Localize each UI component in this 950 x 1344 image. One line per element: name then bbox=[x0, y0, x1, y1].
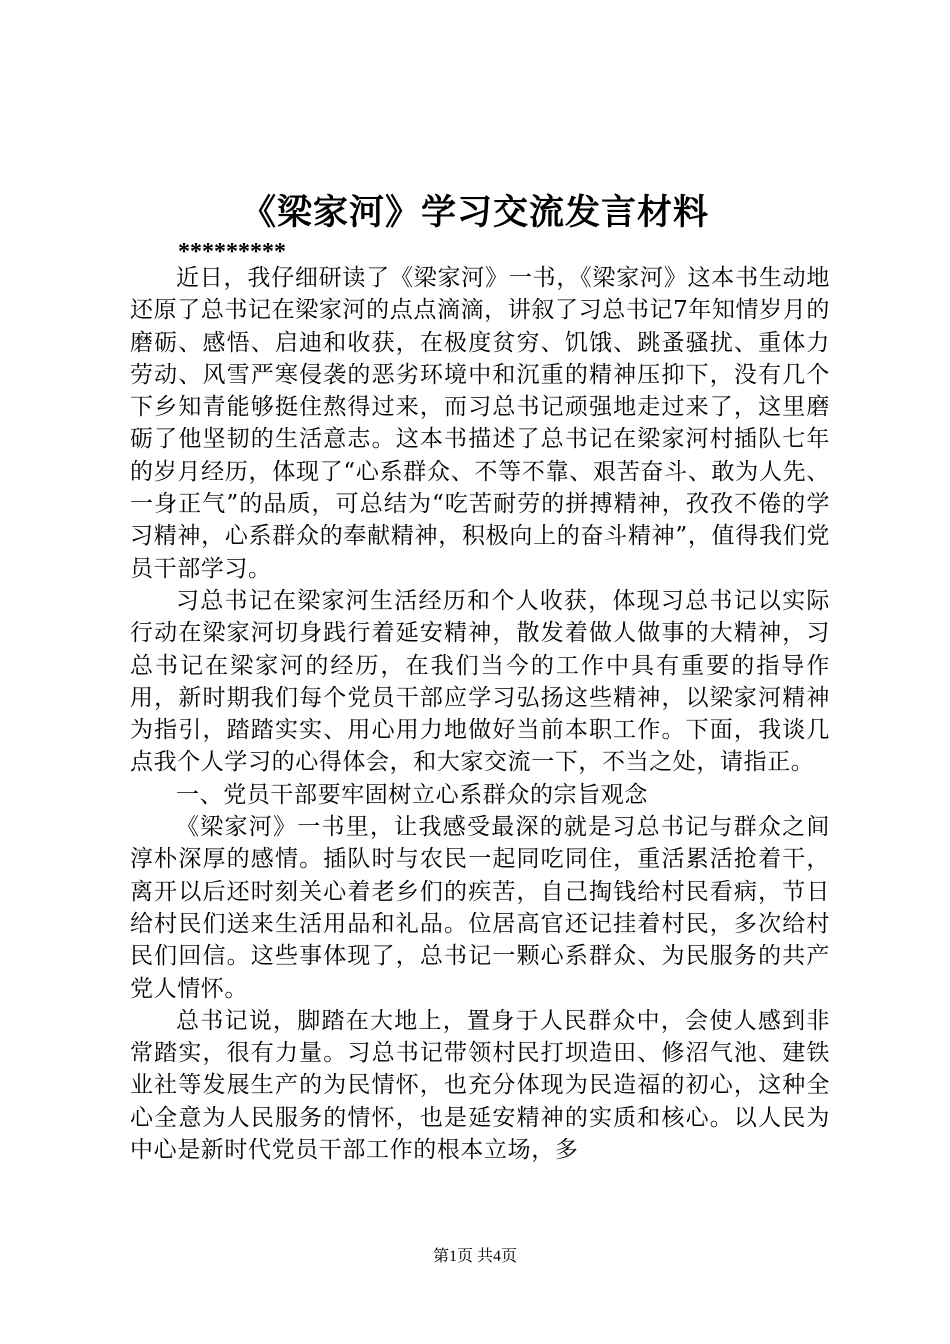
paragraph: 《梁家河》一书里，让我感受最深的就是习总书记与群众之间淳朴深厚的感情。插队时与农民一起同吃同住，重活累活抢着干，离开以后还时刻关心着老乡们的疾苦，自己掏钱给村民看病，节日给村民们送来生活用品和礼品。位居高官还记挂着村民，多次给村民们回信。这些事体现了，总书记一颗心系群众、为民服务的共产党人情怀。 bbox=[130, 814, 830, 1002]
document-body bbox=[130, 262, 830, 1166]
author-line: ********* bbox=[178, 239, 286, 265]
section-heading: 一、党员干部要牢固树立心系群众的宗旨观念 bbox=[176, 781, 648, 808]
page-number-footer: 第1页 共4页 bbox=[432, 1248, 517, 1265]
paragraph: 习总书记在梁家河生活经历和个人收获，体现习总书记以实际行动在梁家河切身践行着延安精神，散发着做人做事的大精神，习总书记在梁家河的经历，在我们当今的工作中具有重要的指导作用，新时期我们每个党员干部应学习弘扬这些精神，以梁家河精神为指引，踏踏实实、用心用力地做好当前本职工作。下面，我谈几点我个人学习的心得体会，和大家交流一下，不当之处，请指正。 bbox=[130, 587, 830, 776]
paragraph: 总书记说，脚踏在大地上，置身于人民群众中，会使人感到非常踏实，很有力量。习总书记带领村民打坝造田、修沼气池、建铁业社等发展生产的为民情怀，也充分体现为民造福的初心，这种全心全意为人民服务的情怀，也是延安精神的实质和核心。以人民为中心是新时代党员干部工作的根本立场，多 bbox=[130, 1007, 830, 1164]
document-title: 《梁家河》学习交流发言材料 bbox=[240, 192, 709, 233]
paragraph: 近日，我仔细研读了《梁家河》一书，《梁家河》这本书生动地还原了总书记在梁家河的点点滴滴，讲叙了习总书记7年知情岁月的磨砺、感悟、启迪和收获，在极度贫穷、饥饿、跳蚤骚扰、重体力劳动、风雪严寒侵袭的恶劣环境中和沉重的精神压抑下，没有几个下乡知青能够挺住熬得过来，而习总书记顽强地走过来了，这里磨砺了他坚韧的生活意志。这本书描述了总书记在梁家河村插队七年的岁月经历，体现了“心系群众、不等不靠、艰苦奋斗、敢为人先、一身正气”的品质，可总结为“吃苦耐劳的拼搏精神，孜孜不倦的学习精神，心系群众的奉献精神，积极向上的奋斗精神”，值得我们党员干部学习。 bbox=[130, 265, 830, 582]
